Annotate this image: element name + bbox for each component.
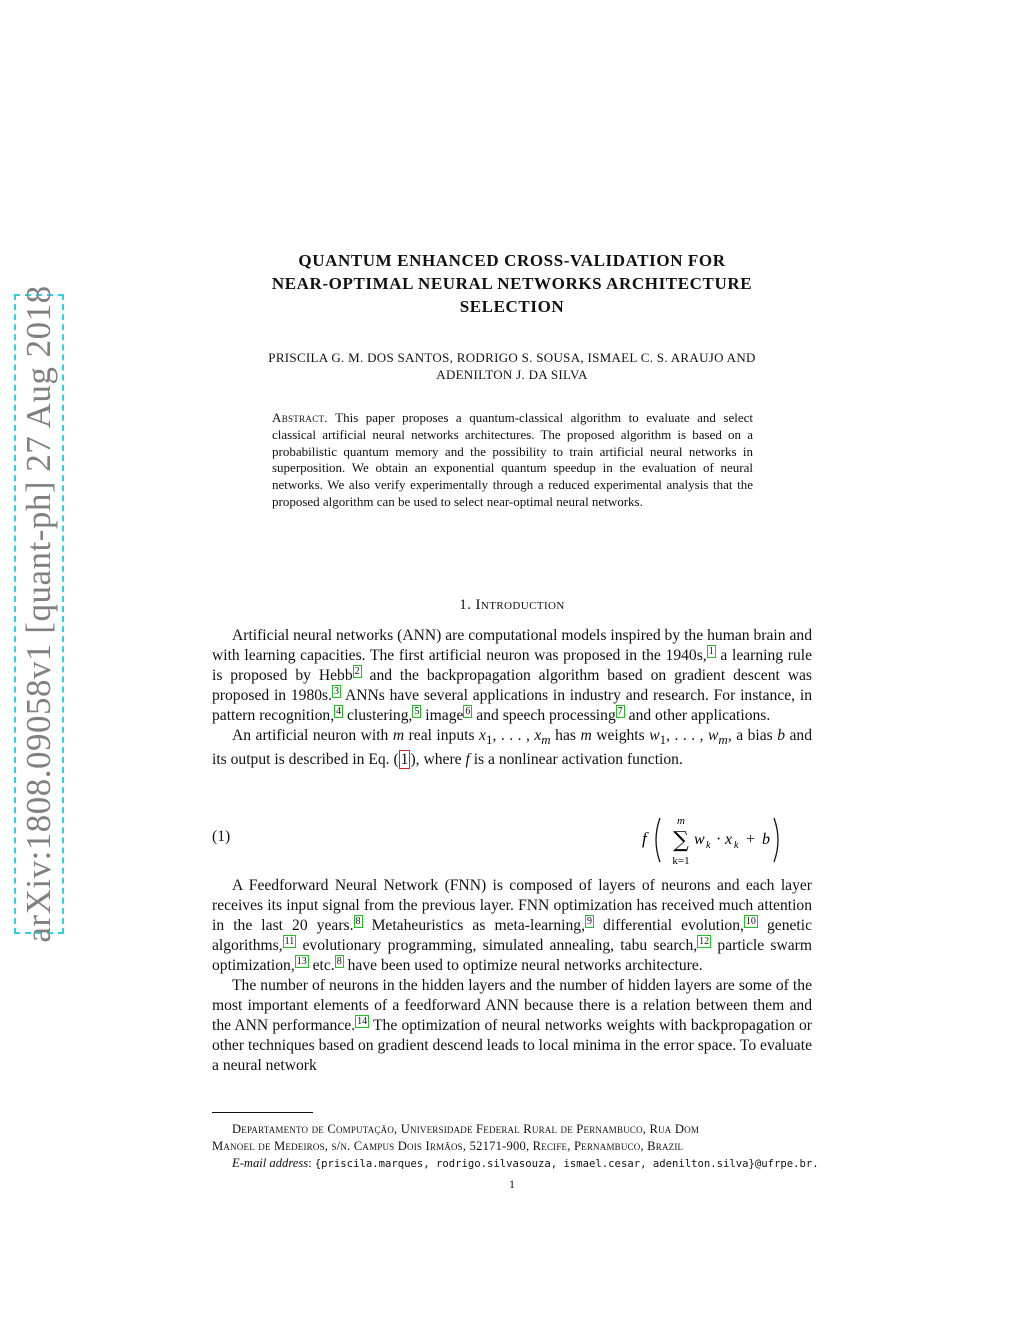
text-run: and the backpropagation algorithm based on gradient descent was proposed in 1980s.	[212, 667, 812, 704]
math-sub: m	[718, 732, 728, 748]
text-run: The optimization of neural networks weights with backpropagation or other techniques based on gradient descend leads to local minima in the error space. To evaluate a neural network	[212, 1017, 812, 1074]
text-run: An artificial neuron with	[232, 727, 393, 744]
text-run: and other applications.	[624, 707, 771, 724]
text-run: image	[421, 707, 464, 724]
arxiv-id: arXiv:1808.09058v1 [quant-ph] 27 Aug 2018	[19, 285, 58, 943]
text-run: Metaheuristics as meta-learning,	[362, 917, 585, 934]
text-run: has	[550, 727, 581, 744]
text-run: etc.	[308, 957, 335, 974]
text-run: particle swarm optimization,	[212, 937, 812, 974]
paragraph-1	[212, 626, 812, 726]
eq-sum-lower: k=1	[672, 855, 690, 867]
page-number: 1	[509, 1177, 515, 1191]
citation-link[interactable]: 13	[296, 955, 307, 967]
citation-link[interactable]: 3	[334, 685, 340, 697]
math-var: w	[649, 727, 660, 744]
text-run: evolutionary programming, simulated annealing, tabu search,	[296, 937, 698, 954]
text-run: clustering,	[343, 707, 413, 724]
arxiv-stamp[interactable]	[16, 285, 62, 943]
text-run: , a bias	[727, 727, 778, 744]
paragraph-4	[212, 976, 812, 1076]
text-run: a learning rule is proposed by Hebb	[212, 647, 813, 684]
citation-link[interactable]: 2	[354, 665, 360, 677]
footnote	[212, 1121, 852, 1173]
math-var: w	[708, 727, 719, 744]
email-line: E-mail address: {priscila.marques, rodrigo.silvasouza, ismael.cesar, adenilton.silva}@ufrpe.br.	[232, 1156, 819, 1170]
equation-ref-link[interactable]: 1	[400, 751, 409, 769]
intro-body-bottom	[212, 876, 812, 1076]
paper-title	[0, 249, 1024, 318]
paragraph-2	[212, 726, 812, 770]
abstract	[272, 410, 753, 511]
equation-formula	[642, 812, 812, 868]
authors-line-1: PRISCILA G. M. DOS SANTOS, RODRIGO S. SOUSA, ISMAEL C. S. ARAUJO AND	[268, 350, 756, 365]
eq-w-sub: k	[706, 840, 711, 851]
text-run: and its output is described in Eq. (	[212, 727, 812, 769]
paragraph-3	[212, 876, 812, 976]
title-line-3: SELECTION	[459, 297, 565, 316]
intro-body-top	[212, 626, 812, 770]
section-heading	[0, 597, 1024, 614]
math-var: b	[777, 727, 785, 744]
citation-link[interactable]: 10	[745, 915, 756, 927]
title-line-1: QUANTUM ENHANCED CROSS-VALIDATION FOR	[298, 251, 726, 270]
text-run: is a nonlinear activation function.	[469, 751, 683, 769]
citation-link[interactable]: 4	[336, 705, 342, 717]
equation-1	[212, 812, 812, 868]
author-list	[0, 349, 1024, 383]
citation-link[interactable]: 7	[617, 705, 623, 717]
text-run: weights	[591, 727, 650, 744]
title-line-2: NEAR-OPTIMAL NEURAL NETWORKS ARCHITECTURE	[271, 274, 753, 293]
citation-link[interactable]: 8	[355, 915, 361, 927]
text-run: ), where	[410, 751, 466, 769]
text-run: A Feedforward Neural Network (FNN) is composed of layers of neurons and each layer receives its input signal from the previous layer. FNN optimization has received much attention in the last 20 years.	[212, 877, 812, 934]
eq-dot: ·	[716, 831, 722, 848]
math-sub: 1	[485, 732, 493, 748]
text-run: and speech processing	[472, 707, 616, 724]
eq-b: b	[762, 831, 770, 848]
citation-link[interactable]: 8	[336, 955, 342, 967]
math-var: x	[479, 727, 486, 744]
affiliation-line-1: Departamento de Computação, Universidade Federal Rural de Pernambuco, Rua Dom	[232, 1122, 700, 1136]
eq-x: x	[725, 831, 733, 848]
email-addresses[interactable]: {priscila.marques, rodrigo.silvasouza, ismael.cesar, adenilton.silva}@ufrpe.br.	[314, 1158, 819, 1170]
math-var: x	[534, 727, 542, 744]
citation-link[interactable]: 5	[414, 705, 420, 717]
math-var: f	[465, 751, 470, 769]
eq-f: f	[642, 829, 647, 848]
math-sub: m	[541, 732, 551, 748]
math-var: m	[392, 727, 405, 744]
text-run: ANNs have several applications in industry and research. For instance, in pattern recognition,	[212, 687, 812, 724]
footnote-rule	[212, 1112, 313, 1113]
text-run: , . . . ,	[666, 727, 709, 744]
citation-link[interactable]: 11	[284, 935, 295, 947]
citation-link[interactable]: 9	[586, 915, 592, 927]
left-paren	[656, 818, 660, 862]
text-run: differential evolution,	[593, 917, 744, 934]
eq-x-sub: k	[734, 840, 739, 851]
math-var: m	[580, 727, 592, 744]
citation-link[interactable]: 1	[708, 645, 714, 657]
text-run: genetic algorithms,	[212, 917, 812, 954]
right-paren	[774, 818, 778, 862]
text-run: real inputs	[404, 727, 480, 744]
eq-sum-upper: m	[677, 815, 685, 827]
eq-sum-sign: ∑	[673, 828, 689, 853]
abstract-label: Abstract.	[272, 410, 328, 425]
text-run: , . . . ,	[492, 727, 535, 744]
citation-link[interactable]: 6	[465, 705, 471, 717]
equation-number: (1)	[212, 828, 231, 845]
eq-w: w	[694, 831, 705, 848]
affiliation-line-2: Manoel de Medeiros, s/n. Campus Dois Irmãos, 52171-900, Recife, Pernambuco, Brazil	[212, 1139, 684, 1153]
email-label: E-mail address	[232, 1156, 309, 1170]
math-sub: 1	[659, 732, 667, 748]
section-number: 1.	[459, 597, 472, 613]
text-run: Artificial neural networks (ANN) are computational models inspired by the human brain and with learning capacities. The first artificial neuron was proposed in the 1940s,	[212, 627, 812, 664]
citation-link[interactable]: 14	[357, 1015, 368, 1027]
authors-line-2: ADENILTON J. DA SILVA	[436, 367, 588, 382]
abstract-text: This paper proposes a quantum-classical algorithm to evaluate and select classical artificial neural networks architectures. The proposed algorithm is based on a probabilistic quantum memory and the possibility to train artificial neural networks in superposition. We obtain an exponential quantum speedup in the evaluation of neural networks. We also verify experimentally through a reduced experimental analysis that the proposed algorithm can be used to select near-optimal neural networks.	[272, 410, 754, 509]
section-title: Introduction	[475, 597, 565, 613]
citation-link[interactable]: 12	[699, 935, 710, 947]
text-run: have been used to optimize neural networks architecture.	[343, 957, 703, 974]
eq-plus: +	[746, 831, 756, 848]
text-run: The number of neurons in the hidden layers and the number of hidden layers are some of the most important elements of a feedforward ANN because there is a relation between them and the ANN performance.	[212, 977, 812, 1034]
